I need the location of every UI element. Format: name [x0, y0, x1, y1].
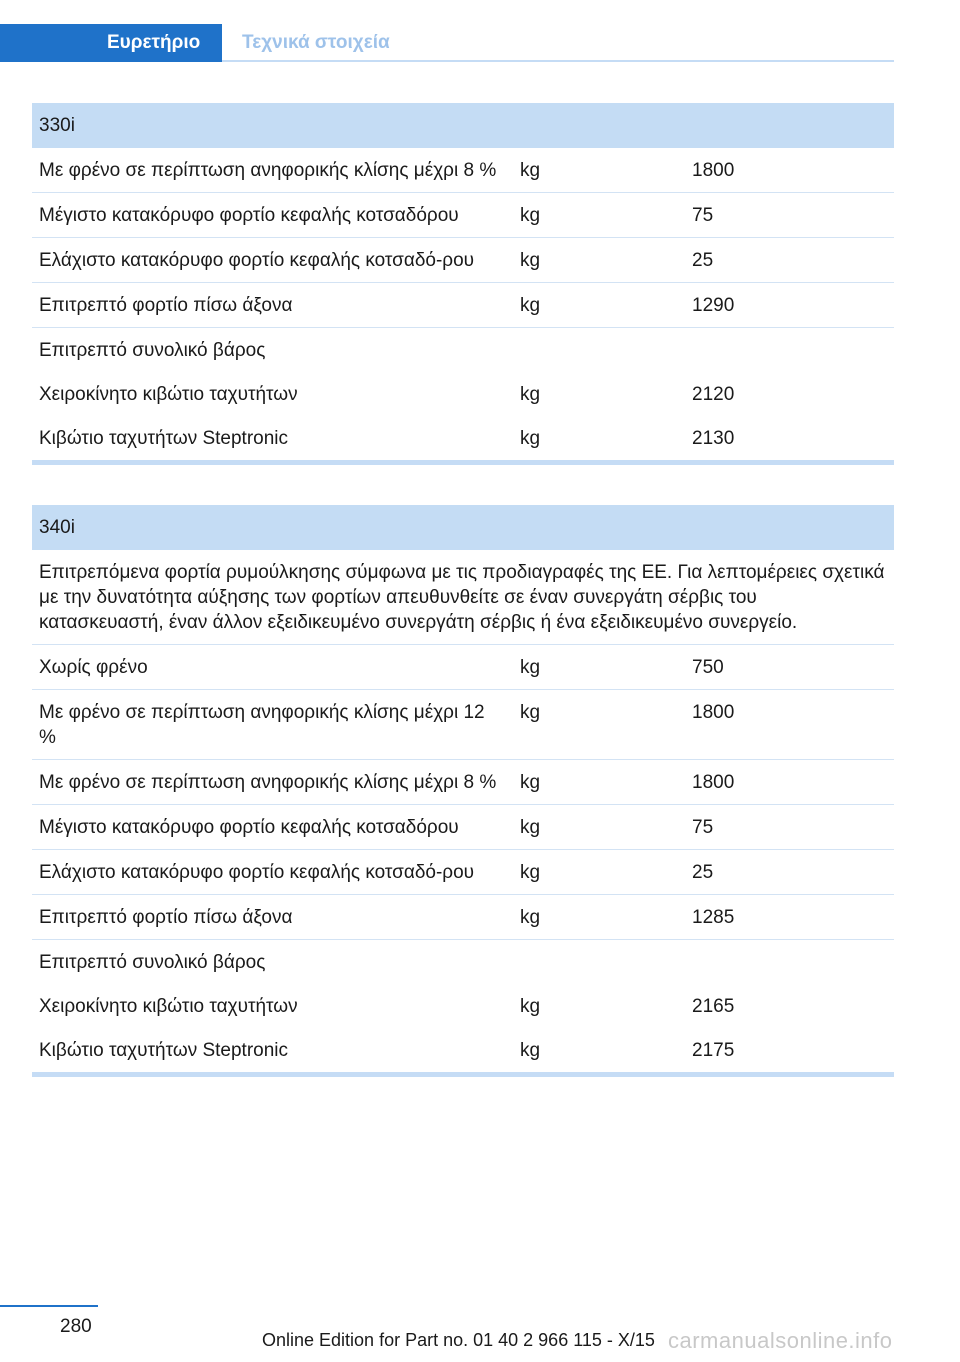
row-label: Επιτρεπτό συνολικό βάρος: [39, 952, 266, 973]
table-row: [32, 805, 894, 850]
table-row: [32, 760, 894, 805]
table-row: [32, 690, 894, 760]
row-unit: [513, 328, 685, 373]
row-value: 1290: [685, 283, 894, 328]
row-unit: kg: [513, 850, 685, 895]
row-label: Με φρένο σε περίπτωση ανηφορικής κλίσης μέχρι 8 %: [32, 148, 513, 193]
table-row: [32, 1028, 894, 1075]
row-unit: kg: [513, 1028, 685, 1075]
table-row: [32, 895, 894, 940]
row-value: 2165: [692, 996, 735, 1017]
row-unit: kg: [513, 238, 685, 283]
table-row: [32, 372, 894, 416]
table-row: [32, 238, 894, 283]
table-row: [32, 416, 894, 463]
row-value: 75: [685, 805, 894, 850]
row-unit: kg: [520, 996, 541, 1017]
table-row: [32, 940, 894, 985]
row-label: Κιβώτιο ταχυτήτων Steptronic: [32, 1028, 513, 1075]
table-row: [32, 148, 894, 193]
row-label: Επιτρεπτό φορτίο πίσω άξονα: [32, 283, 513, 328]
page-number: 280: [60, 1316, 92, 1337]
row-label: Κιβώτιο ταχυτήτων Steptronic: [32, 416, 513, 463]
row-value: [685, 328, 894, 373]
table-row: [32, 283, 894, 328]
row-unit: kg: [513, 416, 685, 463]
row-label: Επιτρεπτό συνολικό βάρος: [39, 340, 266, 361]
row-unit: kg: [520, 384, 541, 405]
row-value: 2120: [692, 384, 735, 405]
site-watermark: carmanualsonline.info: [668, 1328, 893, 1353]
tab-index[interactable]: Ευρετήριο: [0, 24, 222, 62]
row-value: 25: [685, 238, 894, 283]
row-label: Χειροκίνητο κιβώτιο ταχυτήτων: [39, 384, 298, 405]
top-navigation: [0, 0, 894, 62]
row-label: Μέγιστο κατακόρυφο φορτίο κεφαλής κοτσαδόρου: [32, 805, 513, 850]
row-value: 750: [685, 645, 894, 690]
spec-table-330i: [32, 103, 894, 465]
row-value: 2130: [685, 416, 894, 463]
table-header-row: [32, 103, 894, 148]
row-label: Μέγιστο κατακόρυφο φορτίο κεφαλής κοτσαδόρου: [32, 193, 513, 238]
table-row: [32, 328, 894, 373]
row-unit: kg: [513, 645, 685, 690]
footer-accent-line: [0, 1305, 98, 1307]
spec-table-340i: [32, 505, 894, 1077]
header-divider: [222, 60, 894, 62]
table-note-row: [32, 550, 894, 645]
row-label: Ελάχιστο κατακόρυφο φορτίο κεφαλής κοτσαδό-ρου: [32, 238, 513, 283]
table-row: [32, 850, 894, 895]
row-unit: [513, 940, 685, 985]
row-value: 1800: [685, 760, 894, 805]
table-row: [32, 193, 894, 238]
tab-technical-data[interactable]: Τεχνικά στοιχεία: [242, 32, 390, 53]
table-note: Επιτρεπόμενα φορτία ρυμούλκησης σύμφωνα με τις προδιαγραφές της ΕΕ. Για λεπτομέρειες σχετικά με την δυνατότητα αύξησης των φορτίων απευθυνθείτε σε έναν συνεργάτη σέρβις του κατασκευαστή, έναν άλλον εξειδικευμένο συνεργάτη σέρβις ή ένα εξειδικευμένο συνεργείο.: [32, 550, 894, 645]
row-value: 1285: [685, 895, 894, 940]
row-label: Με φρένο σε περίπτωση ανηφορικής κλίσης μέχρι 8 %: [32, 760, 513, 805]
row-unit: kg: [513, 193, 685, 238]
row-value: 2175: [685, 1028, 894, 1075]
row-unit: kg: [513, 805, 685, 850]
row-unit: kg: [513, 895, 685, 940]
row-label: Χειροκίνητο κιβώτιο ταχυτήτων: [39, 996, 298, 1017]
row-value: 75: [685, 193, 894, 238]
row-value: 1800: [685, 690, 894, 760]
row-value: 1800: [685, 148, 894, 193]
row-value: [685, 940, 894, 985]
row-label: Χωρίς φρένο: [32, 645, 513, 690]
table-title: 330i: [32, 103, 894, 148]
table-row: [32, 984, 894, 1028]
row-unit: kg: [513, 760, 685, 805]
row-label: Ελάχιστο κατακόρυφο φορτίο κεφαλής κοτσαδό-ρου: [32, 850, 513, 895]
row-label: Επιτρεπτό φορτίο πίσω άξονα: [32, 895, 513, 940]
row-unit: kg: [513, 148, 685, 193]
row-label: Με φρένο σε περίπτωση ανηφορικής κλίσης μέχρι 12 %: [32, 690, 513, 760]
edition-info: Online Edition for Part no. 01 40 2 966 115 - X/15: [262, 1330, 655, 1350]
table-header-row: [32, 505, 894, 550]
table-row: [32, 645, 894, 690]
row-unit: kg: [513, 690, 685, 760]
row-value: 25: [685, 850, 894, 895]
row-unit: kg: [513, 283, 685, 328]
table-title: 340i: [32, 505, 894, 550]
